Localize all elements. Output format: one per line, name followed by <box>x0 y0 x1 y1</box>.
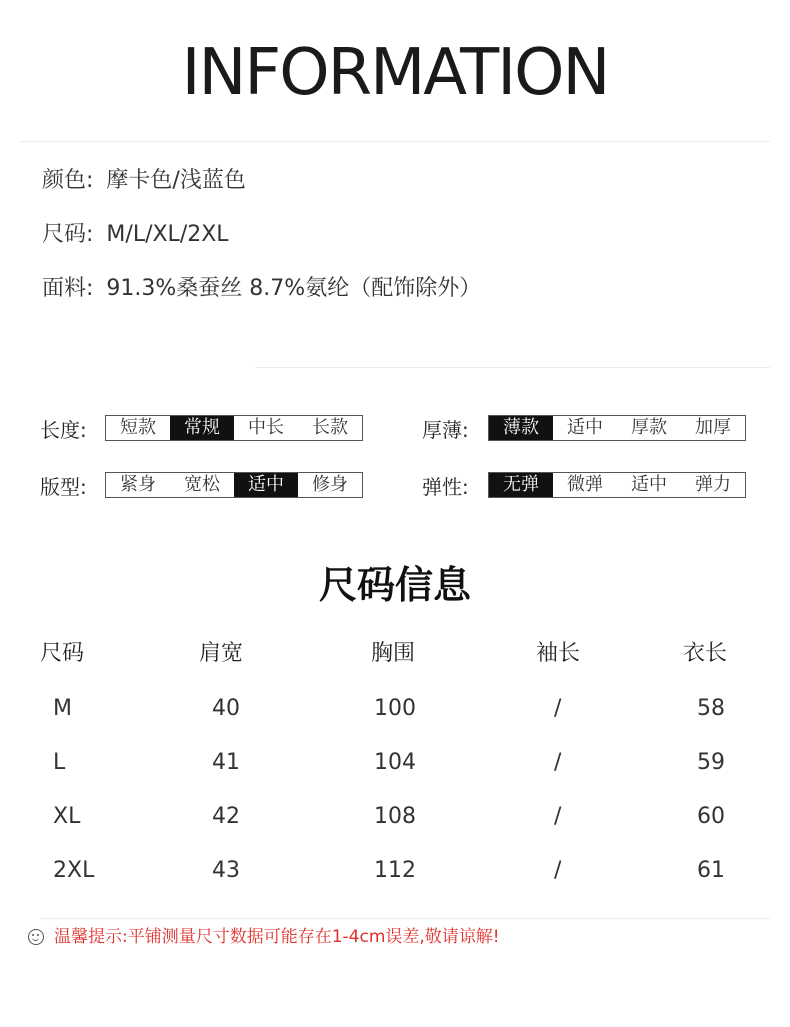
footer-note <box>28 924 500 950</box>
table-cell: 41 <box>212 750 240 775</box>
info-fabric-label: 面料: <box>42 276 94 301</box>
table-cell: 108 <box>374 804 416 829</box>
table-cell: 40 <box>212 696 240 721</box>
table-cell: 2XL <box>53 858 95 883</box>
attr-thickness-label: 厚薄: <box>422 418 469 442</box>
table-cell: 100 <box>374 696 416 721</box>
table-cell: / <box>554 858 562 883</box>
table-cell: M <box>53 696 72 721</box>
table-header-cell: 衣长 <box>683 641 728 666</box>
table-cell: 58 <box>697 696 725 721</box>
table-cell: 104 <box>374 750 416 775</box>
table-cell: 60 <box>697 804 725 829</box>
attr-length-option[interactable]: 中长 <box>248 417 284 438</box>
attr-fit-option[interactable]: 适中 <box>234 473 298 497</box>
attr-thickness-option[interactable]: 加厚 <box>695 417 731 438</box>
attr-fit-option[interactable]: 紧身 <box>120 474 156 495</box>
attr-thickness-option[interactable]: 适中 <box>567 417 603 438</box>
size-table-title: 尺码信息 <box>318 563 471 607</box>
table-cell: 112 <box>374 858 416 883</box>
table-header-cell: 袖长 <box>536 641 581 666</box>
attr-elasticity-option[interactable]: 适中 <box>631 474 667 495</box>
attr-elasticity-option[interactable]: 弹力 <box>695 474 731 495</box>
table-cell: / <box>554 804 562 829</box>
attr-fit-options <box>105 472 363 498</box>
table-header-cell: 肩宽 <box>199 641 244 666</box>
table-cell: 59 <box>697 750 725 775</box>
attr-elasticity-option[interactable]: 微弹 <box>567 474 603 495</box>
attr-elasticity-options <box>488 472 746 498</box>
divider <box>255 367 770 368</box>
attr-fit-option[interactable]: 宽松 <box>184 474 220 495</box>
info-size-value: M/L/XL/2XL <box>106 222 229 247</box>
table-cell: / <box>554 750 562 775</box>
table-cell: / <box>554 696 562 721</box>
table-header-cell: 胸围 <box>371 641 416 666</box>
attr-elasticity-option[interactable]: 无弹 <box>489 473 553 497</box>
info-size <box>42 220 229 250</box>
attr-length-option[interactable]: 常规 <box>170 416 234 440</box>
divider <box>40 918 770 919</box>
page-title: INFORMATION <box>181 36 609 110</box>
attr-thickness-option[interactable]: 薄款 <box>489 416 553 440</box>
info-fabric <box>42 274 481 304</box>
attr-length-options <box>105 415 363 441</box>
table-cell: L <box>53 750 66 775</box>
attr-length-option[interactable]: 短款 <box>120 417 156 438</box>
attr-thickness-option[interactable]: 厚款 <box>631 417 667 438</box>
attr-thickness-options <box>488 415 746 441</box>
attr-fit-label: 版型: <box>40 475 87 499</box>
info-color <box>42 166 246 196</box>
info-color-label: 颜色: <box>42 168 94 193</box>
attr-fit-option[interactable]: 修身 <box>312 474 348 495</box>
attr-length-option[interactable]: 长款 <box>312 417 348 438</box>
table-cell: 42 <box>212 804 240 829</box>
divider <box>20 141 770 142</box>
table-header-cell: 尺码 <box>40 641 85 666</box>
footer-note-text: 温馨提示:平铺测量尺寸数据可能存在1-4cm误差,敬请谅解! <box>54 927 500 947</box>
info-size-label: 尺码: <box>42 222 94 247</box>
table-cell: XL <box>53 804 81 829</box>
info-color-value: 摩卡色/浅蓝色 <box>106 168 246 193</box>
table-cell: 61 <box>697 858 725 883</box>
smile-icon <box>28 929 44 945</box>
attr-length-label: 长度: <box>40 418 87 442</box>
attr-elasticity-label: 弹性: <box>422 475 469 499</box>
info-fabric-value: 91.3%桑蚕丝 8.7%氨纶（配饰除外） <box>106 276 482 301</box>
table-cell: 43 <box>212 858 240 883</box>
